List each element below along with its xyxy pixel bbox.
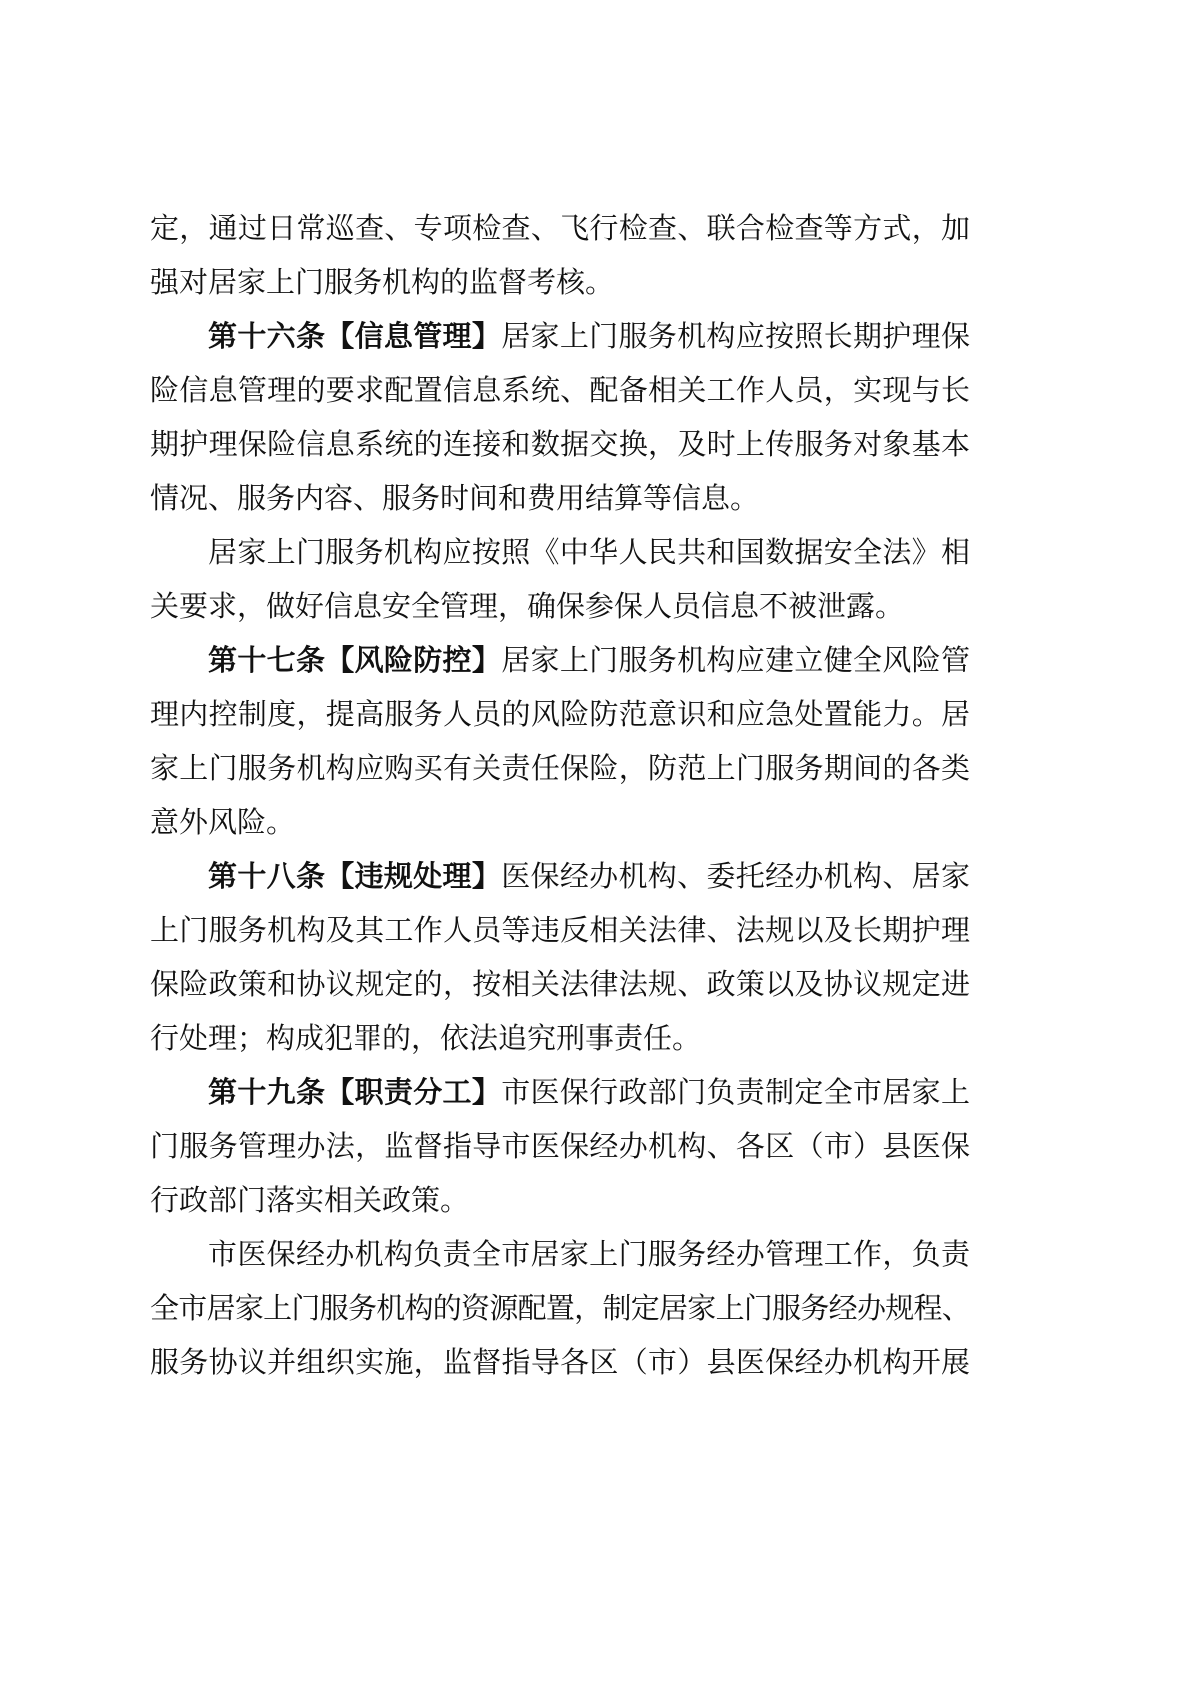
text-line: 行处理；构成犯罪的，依法追究刑事责任。 — [150, 1021, 702, 1055]
text-line: 强对居家上门服务机构的监督考核。 — [150, 265, 615, 299]
text-line: 险信息管理的要求配置信息系统、配备相关工作人员，实现与长 — [150, 373, 970, 407]
article-16 — [150, 309, 970, 525]
text-line: 全市居家上门服务机构的资源配置，制定居家上门服务经办规程、 — [150, 1291, 970, 1325]
article-19 — [150, 1065, 970, 1227]
text-line: 服务协议并组织实施，监督指导各区（市）县医保经办机构开展 — [150, 1345, 970, 1379]
article-first-line — [150, 309, 970, 363]
text-run: 医保经办机构、委托经办机构、居家 — [501, 859, 970, 893]
article-heading: 第十九条【职责分工】 — [208, 1075, 502, 1109]
text-run: 居家上门服务机构应建立健全风险管 — [501, 643, 970, 677]
text-line: 关要求，做好信息安全管理，确保参保人员信息不被泄露。 — [150, 589, 905, 623]
text-line: 居家上门服务机构应按照《中华人民共和国数据安全法》相 — [208, 535, 970, 569]
body-text — [150, 201, 970, 1389]
article-heading: 第十六条【信息管理】 — [208, 319, 502, 353]
article-first-line — [150, 1065, 970, 1119]
text-line: 保险政策和协议规定的，按相关法律法规、政策以及协议规定进 — [150, 967, 970, 1001]
paragraph — [150, 525, 970, 633]
text-line: 情况、服务内容、服务时间和费用结算等信息。 — [150, 481, 760, 515]
article-17 — [150, 633, 970, 849]
article-18 — [150, 849, 970, 1065]
paragraph-continued — [150, 201, 970, 309]
article-heading: 第十七条【风险防控】 — [208, 643, 502, 677]
text-line: 门服务管理办法，监督指导市医保经办机构、各区（市）县医保 — [150, 1129, 970, 1163]
article-first-line — [150, 849, 970, 903]
text-line: 上门服务机构及其工作人员等违反相关法律、法规以及长期护理 — [150, 913, 970, 947]
text-line: 期护理保险信息系统的连接和数据交换，及时上传服务对象基本 — [150, 427, 970, 461]
text-run: 市医保行政部门负责制定全市居家上 — [501, 1075, 970, 1109]
article-heading: 第十八条【违规处理】 — [208, 859, 502, 893]
text-line: 定，通过日常巡查、专项检查、飞行检查、联合检查等方式，加 — [150, 211, 970, 245]
text-line: 市医保经办机构负责全市居家上门服务经办管理工作，负责 — [208, 1237, 970, 1271]
text-line: 理内控制度，提高服务人员的风险防范意识和应急处置能力。居 — [150, 697, 970, 731]
text-line: 意外风险。 — [150, 805, 296, 839]
text-line: 家上门服务机构应购买有关责任保险，防范上门服务期间的各类 — [150, 751, 970, 785]
text-line: 行政部门落实相关政策。 — [150, 1183, 470, 1217]
text-run: 居家上门服务机构应按照长期护理保 — [501, 319, 970, 353]
article-first-line — [150, 633, 970, 687]
paragraph — [150, 1227, 970, 1389]
